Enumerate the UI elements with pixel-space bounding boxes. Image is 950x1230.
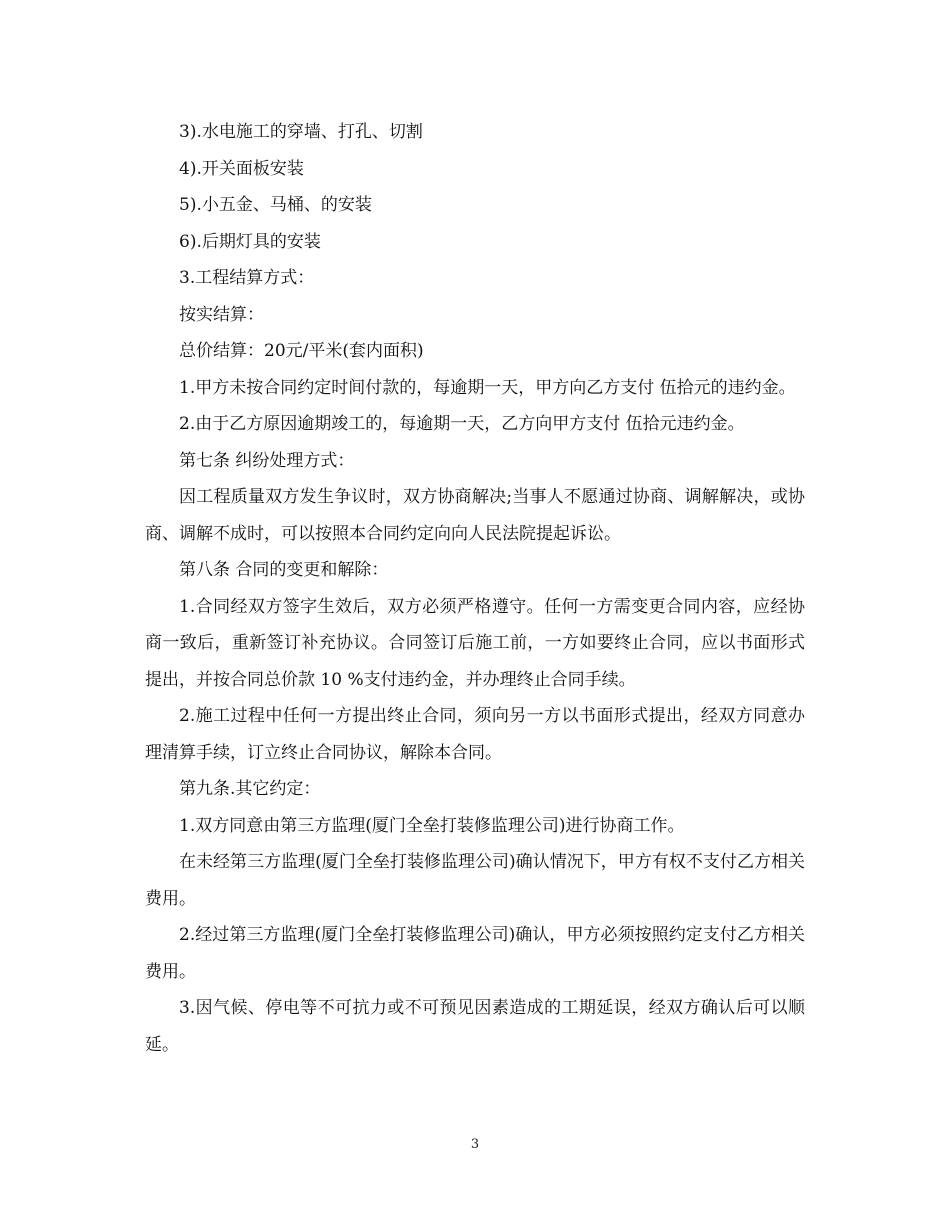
paragraph-total-settlement: 总价结算：20元/平米(套内面积) [179,341,424,361]
article-7-heading: 第七条 纠纷处理方式： [179,450,355,471]
paragraph-party-a-penalty: 1.甲方未按合同约定时间付款的，每逾期一天，甲方向乙方支付 伍拾元的违约金。 [179,377,796,398]
article-8-heading: 第八条 合同的变更和解除： [179,560,389,580]
paragraph-supervision: 1.双方同意由第三方监理(厦门全垒打装修监理公司)进行协商工作。 [179,815,685,836]
page-number: 3 [470,1137,480,1152]
paragraph-dispute-resolution: 因工程质量双方发生争议时，双方协商解决;当事人不愿通过协商、调解解决，或协商、调解不成时，可以按照本合同约定向向人民法院提起诉讼。 [145,487,805,544]
paragraph-supervision-confirmation: 在未经第三方监理(厦门全垒打装修监理公司)确认情况下，甲方有权不支付乙方相关费用。 [145,852,805,909]
paragraph-item-4: 4).开关面板安装 [179,158,304,179]
paragraph-item-5: 5).小五金、马桶、的安装 [179,195,372,215]
paragraph-item-6: 6).后期灯具的安装 [179,231,321,252]
paragraph-payment-after-confirmation: 2.经过第三方监理(厦门全垒打装修监理公司)确认，甲方必须按照约定支付乙方相关费用。 [145,925,805,982]
paragraph-actual-settlement: 按实结算： [179,304,264,325]
paragraph-contract-termination: 2.施工过程中任何一方提出终止合同，须向另一方以书面形式提出，经双方同意办理清算手续，订立终止合同协议，解除本合同。 [145,706,805,763]
article-9-heading: 第九条.其它约定： [179,779,321,799]
paragraph-party-b-penalty: 2.由于乙方原因逾期竣工的，每逾期一天，乙方向甲方支付 伍拾元违约金。 [179,414,745,434]
document-body [145,114,805,1063]
paragraph-settlement-heading: 3.工程结算方式： [179,268,315,288]
paragraph-item-3: 3).水电施工的穿墙、打孔、切割 [179,122,423,142]
paragraph-force-majeure: 3.因气候、停电等不可抗力或不可预见因素造成的工期延误，经双方确认后可以顺延。 [145,998,805,1055]
paragraph-contract-change: 1.合同经双方签字生效后，双方必须严格遵守。任何一方需变更合同内容，应经协商一致后，重新签订补充协议。合同签订后施工前，一方如要终止合同，应以书面形式提出，并按合同总价款 10 %支付违约金，并办理终止合同手续。 [145,596,805,690]
